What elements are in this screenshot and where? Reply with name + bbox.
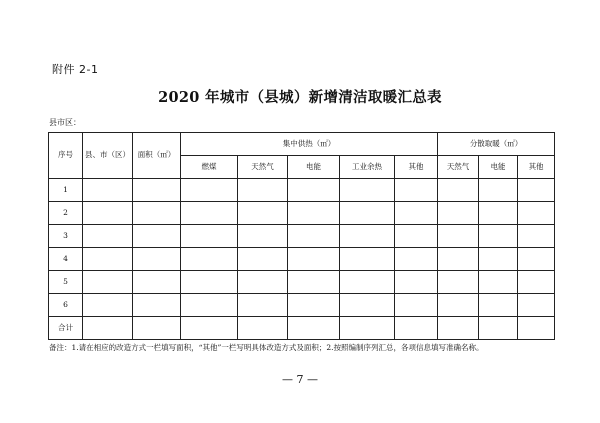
col-header-coal: 燃煤 (181, 156, 238, 179)
table-cell (395, 294, 438, 317)
table-cell (340, 294, 395, 317)
table-cell (395, 271, 438, 294)
row-number: 2 (49, 202, 83, 225)
col-header-electric: 电能 (288, 156, 340, 179)
table-cell (518, 271, 555, 294)
table-cell (340, 248, 395, 271)
table-cell (238, 225, 288, 248)
table-cell (438, 271, 479, 294)
table-cell (83, 179, 133, 202)
table-cell (83, 317, 133, 340)
table-cell (181, 179, 238, 202)
table-cell (438, 317, 479, 340)
table-cell (288, 248, 340, 271)
table-cell (438, 248, 479, 271)
table-row (49, 179, 555, 202)
table-cell (181, 271, 238, 294)
table-cell (288, 271, 340, 294)
county-label: 县市区： (49, 118, 81, 127)
total-label: 合计 (49, 317, 83, 340)
table-cell (518, 317, 555, 340)
table-row (49, 225, 555, 248)
col-header-gas: 天然气 (238, 156, 288, 179)
total-row (49, 317, 555, 340)
table-cell (288, 202, 340, 225)
document-title: 2020 年城市（县城）新增清洁取暖汇总表 (158, 89, 442, 106)
table-cell (133, 179, 181, 202)
table-cell (133, 225, 181, 248)
header-row-1 (49, 133, 555, 156)
table-cell (438, 179, 479, 202)
table-cell (181, 225, 238, 248)
table-cell (340, 271, 395, 294)
table-cell (395, 317, 438, 340)
page-number: — 7 — (282, 373, 318, 386)
table-cell (518, 248, 555, 271)
table-cell (518, 294, 555, 317)
table-cell (181, 202, 238, 225)
table-cell (518, 179, 555, 202)
col-group-central-heating: 集中供热（㎡） (181, 133, 438, 156)
table-cell (83, 294, 133, 317)
table-cell (518, 202, 555, 225)
col-header-county: 县、市（区） (83, 133, 133, 179)
table-cell (288, 179, 340, 202)
table-row (49, 271, 555, 294)
table-cell (133, 202, 181, 225)
table-row (49, 294, 555, 317)
col-header-area: 面积（㎡） (133, 133, 181, 179)
table-cell (340, 179, 395, 202)
table-cell (340, 225, 395, 248)
summary-table (48, 132, 555, 340)
col-header-dispersed-gas: 天然气 (438, 156, 479, 179)
table-cell (238, 317, 288, 340)
row-number: 4 (49, 248, 83, 271)
table-cell (238, 179, 288, 202)
table-cell (395, 225, 438, 248)
table-cell (438, 202, 479, 225)
table-cell (238, 271, 288, 294)
table-cell (83, 225, 133, 248)
col-header-industrial-heat: 工业余热 (340, 156, 395, 179)
table-cell (288, 294, 340, 317)
table-cell (395, 179, 438, 202)
table-cell (479, 317, 518, 340)
col-header-other: 其他 (395, 156, 438, 179)
row-number: 1 (49, 179, 83, 202)
table-cell (133, 317, 181, 340)
table-cell (83, 271, 133, 294)
table-cell (438, 294, 479, 317)
table-cell (340, 317, 395, 340)
row-number: 5 (49, 271, 83, 294)
table-cell (395, 248, 438, 271)
table-cell (181, 317, 238, 340)
table-cell (133, 271, 181, 294)
row-number: 6 (49, 294, 83, 317)
table-cell (133, 294, 181, 317)
table-cell (288, 317, 340, 340)
table-cell (238, 202, 288, 225)
table-cell (181, 294, 238, 317)
table-cell (438, 225, 479, 248)
table-cell (479, 294, 518, 317)
table-cell (83, 202, 133, 225)
table-cell (288, 225, 340, 248)
table-cell (479, 248, 518, 271)
attachment-label: 附件 2-1 (52, 63, 99, 76)
row-number: 3 (49, 225, 83, 248)
col-group-dispersed-heating: 分散取暖（㎡） (438, 133, 555, 156)
table-cell (479, 179, 518, 202)
table-row (49, 202, 555, 225)
table-row (49, 248, 555, 271)
table-cell (479, 225, 518, 248)
table-cell (395, 202, 438, 225)
table-cell (340, 202, 395, 225)
table-cell (238, 248, 288, 271)
table-cell (238, 294, 288, 317)
col-header-dispersed-electric: 电能 (479, 156, 518, 179)
table-cell (479, 271, 518, 294)
table-cell (518, 225, 555, 248)
col-header-seq: 序号 (49, 133, 83, 179)
col-header-dispersed-other: 其他 (518, 156, 555, 179)
table-cell (479, 202, 518, 225)
table-cell (83, 248, 133, 271)
table-cell (181, 248, 238, 271)
table-footnote: 备注：1.请在相应的改造方式一栏填写面积，“其他”一栏写明具体改造方式及面积；2.按照编制序列汇总，各项信息填写准确名称。 (49, 343, 484, 352)
table-cell (133, 248, 181, 271)
